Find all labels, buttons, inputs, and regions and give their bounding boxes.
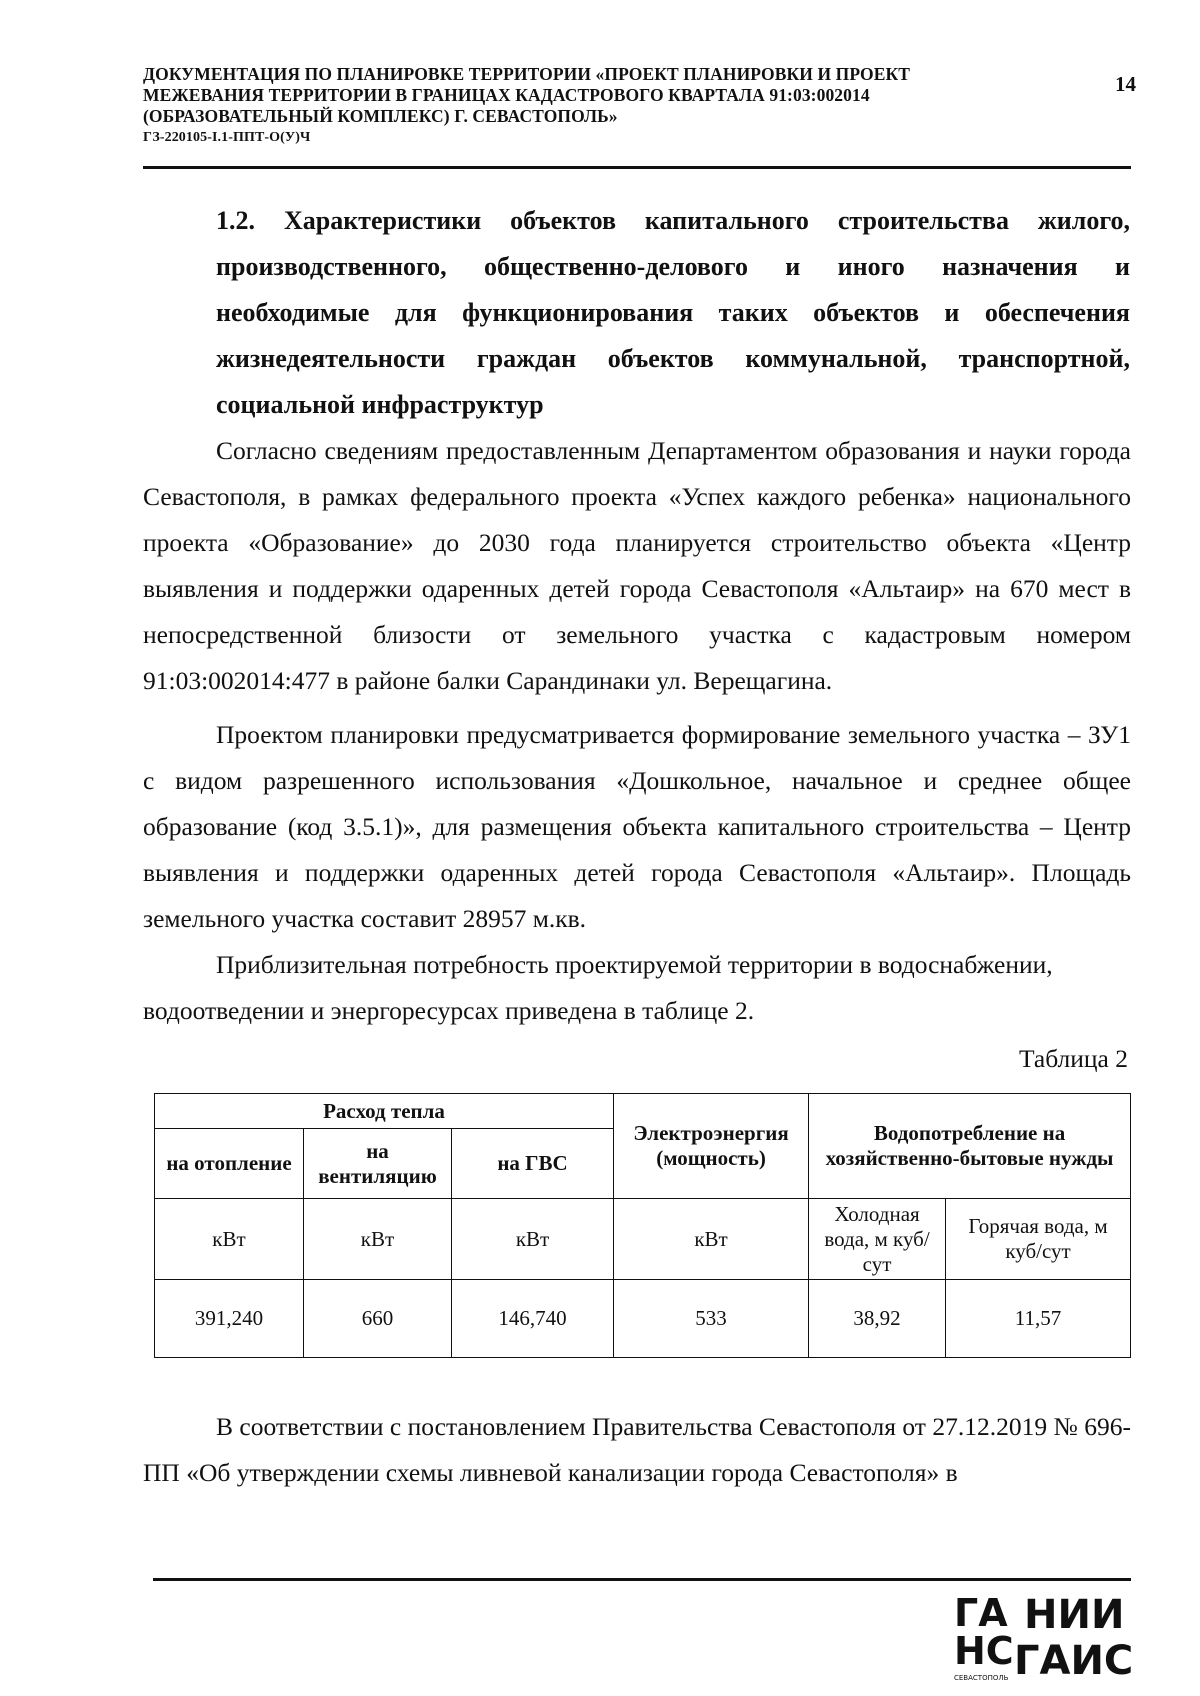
document-header <box>143 64 983 148</box>
resource-demand-table <box>154 1093 1131 1358</box>
hot-water-supply-header: на ГВС <box>452 1129 614 1199</box>
hot-water-value: 11,57 <box>946 1280 1131 1358</box>
logo-mark-top: ГА <box>954 1591 1008 1635</box>
paragraph-1: Согласно сведениям предоставленным Департаментом образования и науки города Севастополя, в рамках федерального проекта «Успех каждого ребенка» национального проекта «Образование» до 2030 года планируется строительство объекта «Центр выявления и поддержки одаренных детей города Севастополя «Альтаир» на 670 мест в непосредственной близости от земельного участка с кадастровым номером 91:03:002014:477 в районе балки Сарандинаки ул. Верещагина. <box>143 436 1131 695</box>
header-line-3: (ОБРАЗОВАТЕЛЬНЫЙ КОМПЛЕКС) Г. СЕВАСТОПОЛЬ» <box>143 106 618 126</box>
hot-water-unit: Горячая вода, м куб/сут <box>946 1199 1131 1280</box>
ventilation-header: на вентиляцию <box>304 1129 452 1199</box>
logo-word-top: НИИ <box>1024 1592 1125 1638</box>
hws-value: 146,740 <box>452 1280 614 1358</box>
section-title: 1.2. Характеристики объектов капитального строительства жилого, производственного, общественно-делового и иного назначения и необходимые для функционирования таких объектов и обеспечения жизнедеятельности граждан объектов коммунальной, транспортной, социальной инфраструктур <box>216 206 1130 419</box>
cold-water-unit: Холодная вода, м куб/сут <box>809 1199 946 1280</box>
page-number: 14 <box>1115 72 1136 96</box>
paragraph-2: Проектом планировки предусматривается формирование земельного участка – ЗУ1 с видом разрешенного использования «Дошкольное, начальное и среднее общее образование (код 3.5.1)», для размещения объекта капитального строительства – Центр выявления и поддержки одаренных детей города Севастополя «Альтаир». Площадь земельного участка составит 28957 м.кв. <box>143 720 1131 933</box>
niigais-logo <box>952 1588 1142 1688</box>
heating-value: 391,240 <box>155 1280 304 1358</box>
header-line-1: ДОКУМЕНТАЦИЯ ПО ПЛАНИРОВКЕ ТЕРРИТОРИИ «ПРОЕКТ ПЛАНИРОВКИ И ПРОЕКТ <box>143 64 911 84</box>
electricity-header: Электроэнергия (мощность) <box>614 1094 809 1199</box>
header-divider <box>143 166 1131 169</box>
paragraph-4: В соответствии с постановлением Правительства Севастополя от 27.12.2019 № 696-ПП «Об утверждении схемы ливневой канализации города Севастополя» в <box>143 1412 1131 1487</box>
paragraph-3: Приблизительная потребность проектируемой территории в водоснабжении, водоотведении и энергоресурсах приведена в таблице 2. <box>143 950 1053 1025</box>
electricity-value: 533 <box>614 1280 809 1358</box>
hws-unit: кВт <box>452 1199 614 1280</box>
logo-mark-caption: СЕВАСТОПОЛЬ <box>954 1674 1009 1682</box>
cold-water-value: 38,92 <box>809 1280 946 1358</box>
document-code: ГЗ-220105-І.1-ППТ-О(У)Ч <box>143 130 311 145</box>
table-row <box>155 1199 1131 1280</box>
table-caption: Таблица 2 <box>1018 1044 1128 1073</box>
footer-divider <box>153 1578 1131 1581</box>
ventilation-value: 660 <box>304 1280 452 1358</box>
table-row <box>155 1094 1131 1129</box>
heating-unit: кВт <box>155 1199 304 1280</box>
ventilation-unit: кВт <box>304 1199 452 1280</box>
gans-mark-icon <box>954 1591 1014 1682</box>
logo-word-bottom: ГАИС <box>1014 1638 1134 1684</box>
heat-consumption-header: Расход тепла <box>155 1094 614 1129</box>
electricity-unit: кВт <box>614 1199 809 1280</box>
table-row <box>155 1280 1131 1358</box>
logo-mark-bottom: НС <box>954 1629 1014 1673</box>
header-line-2: МЕЖЕВАНИЯ ТЕРРИТОРИИ В ГРАНИЦАХ КАДАСТРОВОГО КВАРТАЛА 91:03:002014 <box>143 85 870 105</box>
water-consumption-header: Водопотребление на хозяйственно-бытовые нужды <box>809 1094 1131 1199</box>
heating-header: на отопление <box>155 1129 304 1199</box>
